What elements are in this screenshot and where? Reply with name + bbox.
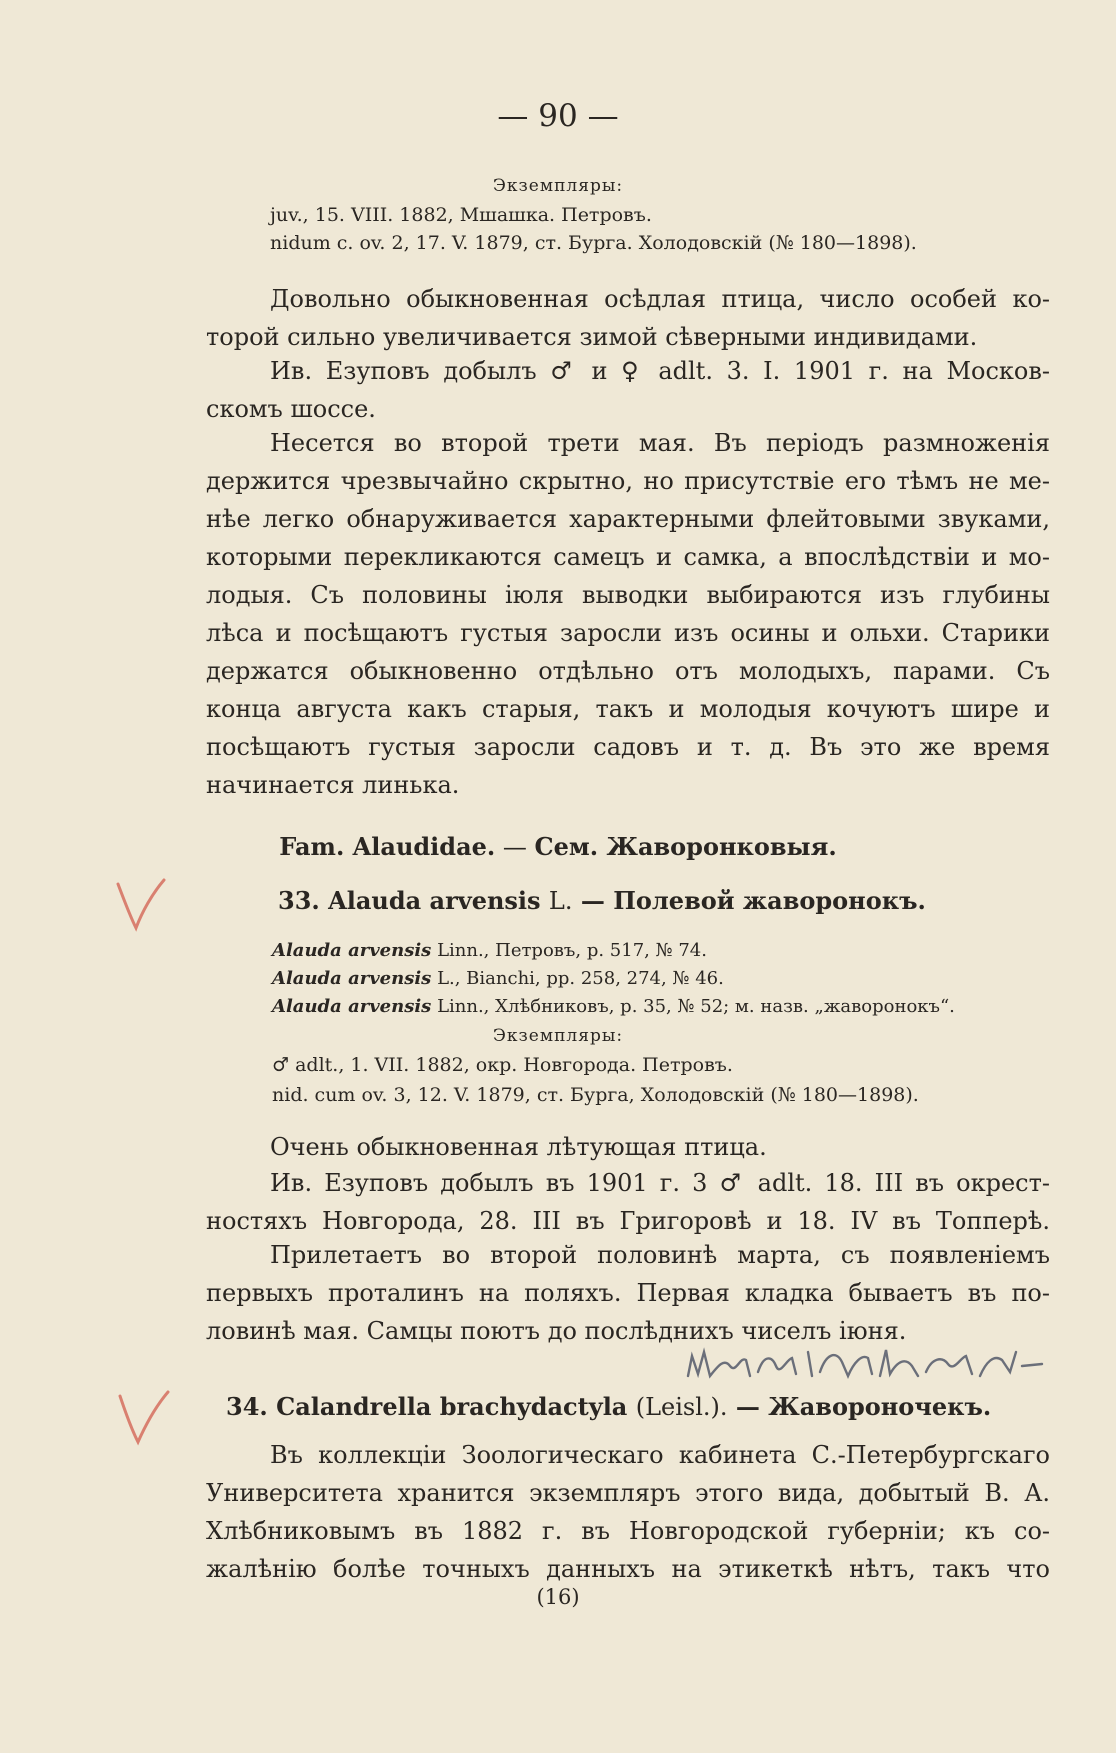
synonym-name: Alauda arvensis <box>272 968 432 989</box>
text-line: ловинѣ мая. Самцы поютъ до послѣднихъ чиселъ іюня. <box>206 1317 907 1345</box>
text-line: первыхъ проталинъ на поляхъ. Первая кладка бываетъ въ по- <box>206 1279 1050 1307</box>
signature-mark: (16) <box>536 1585 580 1609</box>
text-line: посѣщаютъ густыя заросли садовъ и т. д. Въ это же время <box>206 733 1050 761</box>
synonym-line <box>272 996 955 1017</box>
text-line: Университета хранится экземпляръ этого вида, добытый В. А. <box>206 1479 1050 1507</box>
paragraph <box>206 352 1050 428</box>
species-latin: Calandrella brachydactyla <box>276 1392 628 1421</box>
synonym-name: Alauda arvensis <box>272 940 432 961</box>
family-russian: Сем. Жаворонковыя. <box>534 832 837 861</box>
text-line: торой сильно увеличивается зимой сѣверными индивидами. <box>206 323 978 351</box>
text-line: держится чрезвычайно скрытно, но присутствіе его тѣмъ не ме- <box>206 467 1050 495</box>
text-line: конца августа какъ старыя, такъ и молодыя кочуютъ шире и <box>206 695 1050 723</box>
text-line: Хлѣбниковымъ въ 1882 г. въ Новгородской губерніи; къ со- <box>206 1517 1050 1545</box>
synonym-ref: L., Bianchi, pp. 258, 274, № 46. <box>437 968 724 989</box>
synonym-line <box>272 940 707 961</box>
margin-check-icon <box>112 876 168 936</box>
species-russian: — Жавороночекъ. <box>735 1392 992 1421</box>
paragraph <box>206 1436 1050 1588</box>
text-line: Прилетаетъ во второй половинѣ марта, съ появленіемъ <box>270 1241 1050 1269</box>
text-line: Ив. Езуповъ добылъ въ 1901 г. 3 ♂ adlt. 18. III въ окрест- <box>270 1169 1050 1197</box>
synonym-name: Alauda arvensis <box>272 996 432 1017</box>
text-line: ностяхъ Новгорода, 28. III въ Григоровѣ и 18. IV въ Топперѣ. <box>206 1207 1050 1235</box>
specimen-line: nidum c. ov. 2, 17. V. 1879, ст. Бурга. Холодовскій (№ 180—1898). <box>270 232 917 254</box>
paragraph <box>206 1236 1050 1350</box>
species-latin: Alauda arvensis <box>328 886 541 915</box>
text-line: Довольно обыкновенная осѣдлая птица, число особей ко- <box>270 285 1050 313</box>
synonym-line <box>272 968 724 989</box>
species-author: L. <box>548 887 573 915</box>
family-heading <box>0 832 1116 861</box>
species-heading <box>226 1392 991 1421</box>
margin-check-icon <box>114 1386 172 1450</box>
species-number: 34. <box>226 1392 268 1421</box>
paragraph <box>206 1164 1050 1240</box>
specimens-heading: Экземпляры: <box>492 1026 624 1046</box>
family-dash: — <box>495 833 535 861</box>
species-russian: — Полевой жаворонокъ. <box>580 886 926 915</box>
text-line: Очень обыкновенная лѣтующая птица. <box>270 1133 767 1161</box>
paragraph <box>206 280 1050 356</box>
family-latin: Fam. Alaudidae. <box>279 832 496 861</box>
text-line: держатся обыкновенно отдѣльно отъ молодыхъ, парами. Съ <box>206 657 1050 685</box>
specimen-line: nid. cum ov. 3, 12. V. 1879, ст. Бурга, Холодовскій (№ 180—1898). <box>272 1084 919 1106</box>
text-line: нѣе легко обнаруживается характерными флейтовыми звуками, <box>206 505 1050 533</box>
text-line: Несется во второй трети мая. Въ періодъ размноженія <box>270 429 1050 457</box>
specimens-heading: Экземпляры: <box>492 176 624 196</box>
specimen-line: juv., 15. VIII. 1882, Мшашка. Петровъ. <box>270 204 652 226</box>
paragraph <box>206 424 1050 804</box>
specimen-line: ♂ adlt., 1. VII. 1882, окр. Новгорода. Петровъ. <box>272 1054 733 1076</box>
synonym-ref: Linn., Петровъ, p. 517, № 74. <box>437 940 707 961</box>
text-line: начинается линька. <box>206 771 460 799</box>
synonym-ref: Linn., Хлѣбниковъ, p. 35, № 52; м. назв. „жаворонокъ“. <box>437 996 955 1017</box>
text-line: которыми перекликаются самецъ и самка, а впослѣдствіи и мо- <box>206 543 1050 571</box>
species-author: (Leisl.). <box>635 1393 728 1421</box>
species-heading <box>278 886 926 915</box>
handwritten-annotation <box>680 1336 1050 1390</box>
text-line: лодыя. Съ половины іюля выводки выбираются изъ глубины <box>206 581 1050 609</box>
text-line: скомъ шоссе. <box>206 395 376 423</box>
text-line: Ив. Езуповъ добылъ ♂ и ♀ adlt. 3. I. 1901 г. на Москов- <box>270 357 1050 385</box>
text-line: жалѣнію болѣе точныхъ данныхъ на этикеткѣ нѣтъ, такъ что <box>206 1555 1050 1583</box>
page-number: — 90 — <box>497 98 619 134</box>
text-line: лѣса и посѣщаютъ густыя заросли изъ осины и ольхи. Старики <box>206 619 1050 647</box>
text-line: Въ коллекціи Зоологическаго кабинета С.-Петербургскаго <box>270 1441 1050 1469</box>
species-number: 33. <box>278 886 320 915</box>
